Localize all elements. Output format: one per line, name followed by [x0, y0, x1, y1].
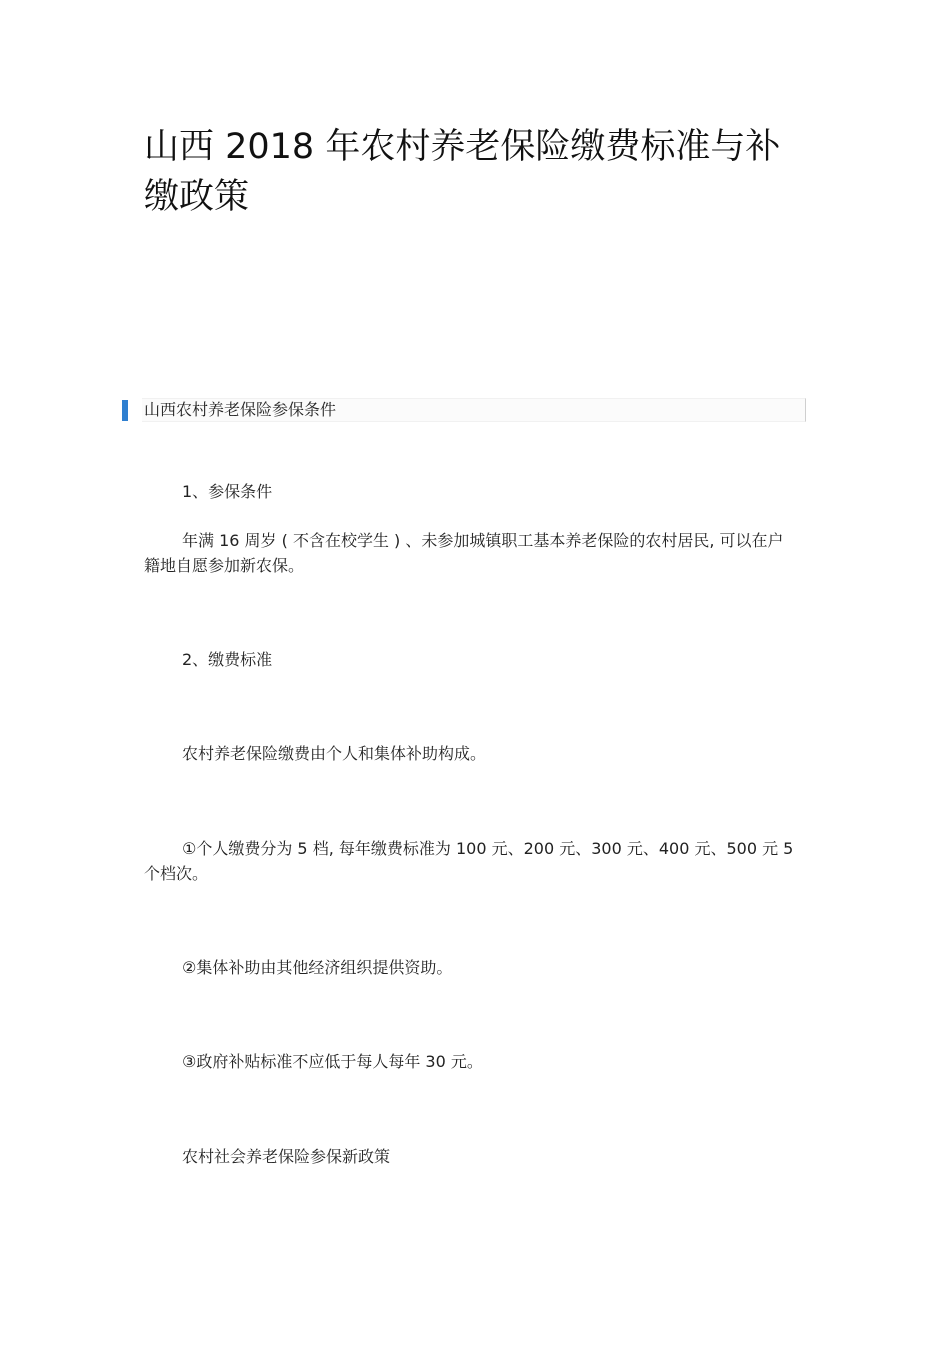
- paragraph-government-subsidy: ③政府补贴标准不应低于每人每年 30 元。: [182, 1052, 483, 1071]
- paragraph-individual-tiers: ①个人缴费分为 5 档, 每年缴费标准为 100 元、200 元、300 元、400 元、500 元 5 个档次。: [144, 839, 794, 883]
- section-heading-accent-bar: [122, 400, 128, 421]
- section-heading-label: 山西农村养老保险参保条件: [144, 400, 337, 419]
- paragraph-enrollment-condition-heading: 1、参保条件: [182, 482, 273, 501]
- paragraph-collective-subsidy: ②集体补助由其他经济组织提供资助。: [182, 958, 453, 977]
- paragraph-payment-standard-heading: 2、缴费标准: [182, 650, 273, 669]
- paragraph-new-policy-heading: 农村社会养老保险参保新政策: [182, 1147, 391, 1166]
- section-heading: [122, 398, 806, 422]
- paragraph-enrollment-condition-text: 年满 16 周岁 ( 不含在校学生 ) 、未参加城镇职工基本养老保险的农村居民, 可以在户籍地自愿参加新农保。: [144, 531, 784, 575]
- page-title: 山西 2018 年农村养老保险缴费标准与补缴政策: [144, 127, 781, 217]
- paragraph-payment-composition: 农村养老保险缴费由个人和集体补助构成。: [182, 744, 487, 763]
